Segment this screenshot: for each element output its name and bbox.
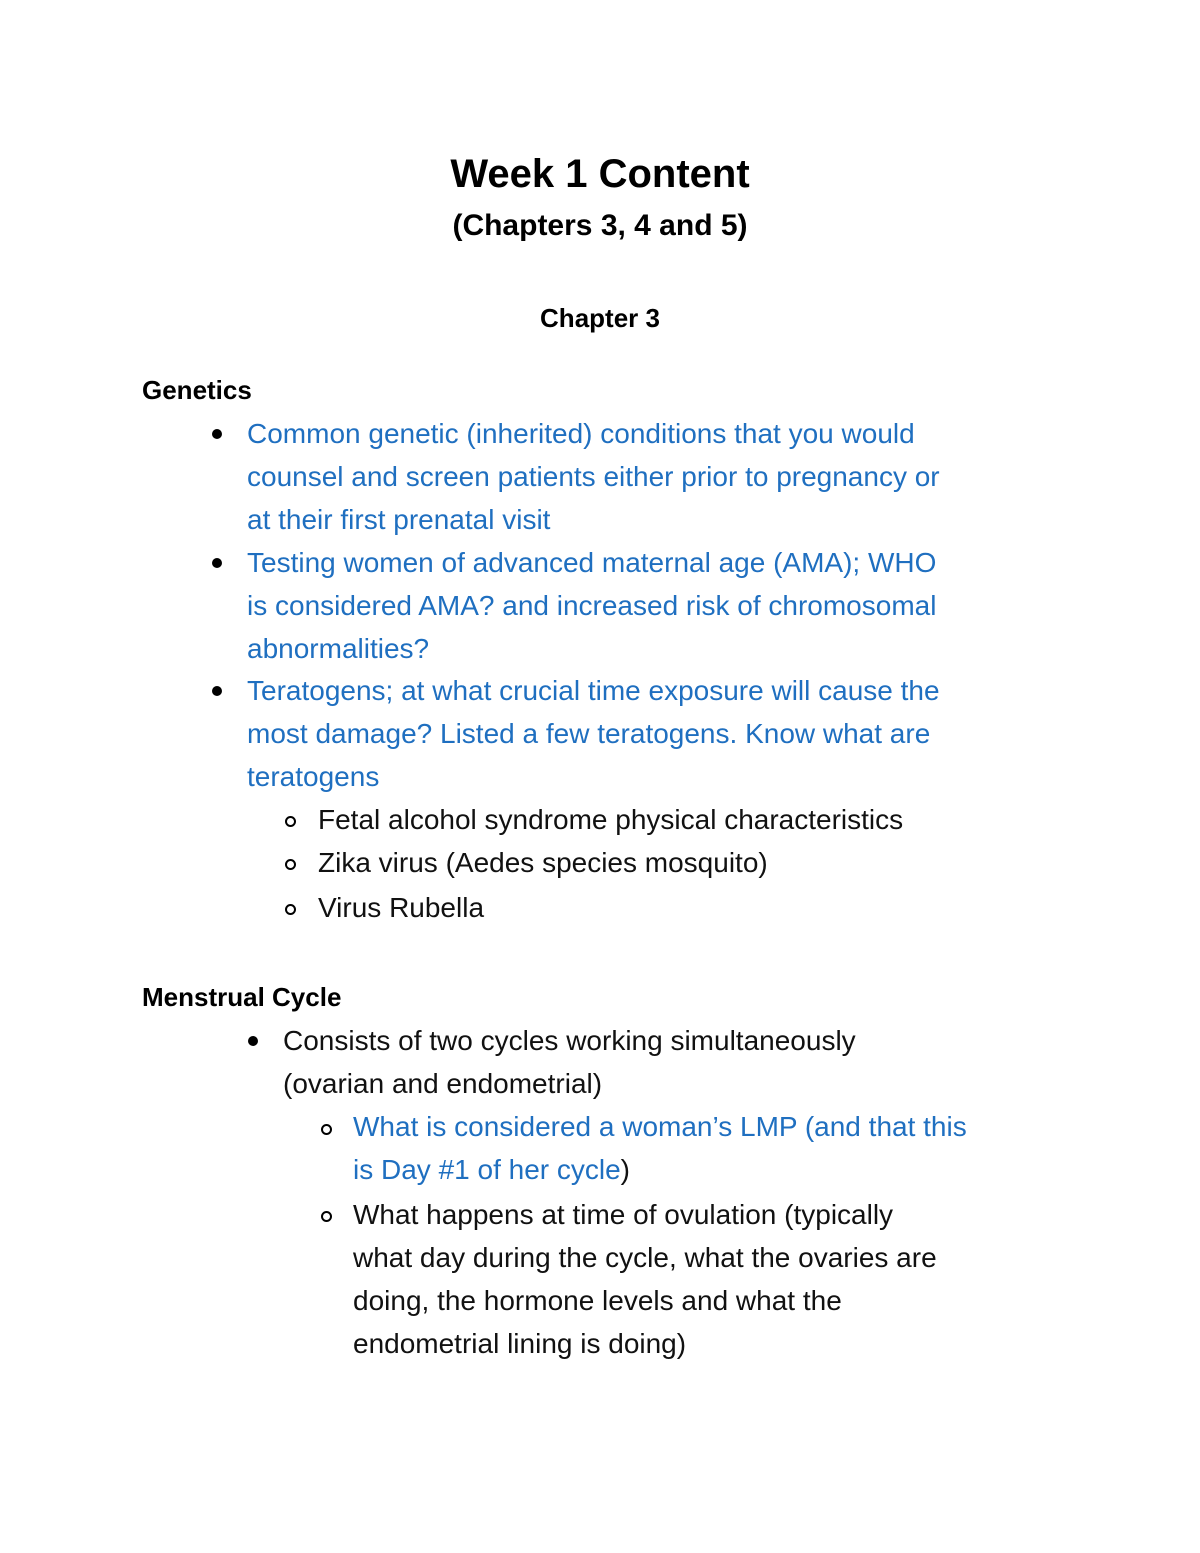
sub-bullet-icon [285, 816, 296, 827]
bullet-icon [212, 686, 222, 696]
document-title: Week 1 Content [450, 152, 750, 196]
list-item-line: teratogens [247, 761, 380, 792]
list-item-line: Consists of two cycles working simultaneously [283, 1025, 856, 1056]
list-item-line: is considered AMA? and increased risk of chromosomal [247, 590, 937, 621]
sub-list-item-line: What is considered a woman’s LMP (and that this [353, 1111, 967, 1142]
document-subtitle: (Chapters 3, 4 and 5) [452, 209, 748, 242]
sub-list-item-ovulation [353, 1193, 1083, 1365]
sub-list-item-line: is Day #1 of her cycle [353, 1154, 621, 1185]
sub-bullet-icon [321, 1124, 332, 1135]
sub-list-item [318, 886, 1078, 929]
sub-list-item-line: doing, the hormone levels and what the [353, 1285, 842, 1316]
list-item-ama-testing [247, 541, 1067, 670]
sub-bullet-icon [321, 1211, 332, 1222]
sub-list-item-text: Virus Rubella [318, 892, 485, 923]
menstrual-cycle-heading: Menstrual Cycle [142, 982, 342, 1012]
bullet-icon [248, 1036, 258, 1046]
sub-list-item-line: what day during the cycle, what the ovaries are [353, 1242, 937, 1273]
closing-paren: ) [620, 1154, 630, 1185]
sub-list-item-line: What happens at time of ovulation (typically [353, 1199, 894, 1230]
list-item-line: at their first prenatal visit [247, 504, 551, 535]
sub-bullet-icon [285, 859, 296, 870]
bullet-icon [212, 429, 222, 439]
list-item-line: counsel and screen patients either prior to pregnancy or [247, 461, 940, 492]
sub-list-item [318, 841, 1078, 884]
bullet-icon [212, 558, 222, 568]
sub-list-item-text: Fetal alcohol syndrome physical characteristics [318, 804, 904, 835]
sub-bullet-icon [285, 904, 296, 915]
list-item-line: most damage? Listed a few teratogens. Know what are [247, 718, 931, 749]
sub-list-item [318, 798, 1078, 841]
list-item-teratogens [247, 669, 1067, 798]
list-item-line: Teratogens; at what crucial time exposure will cause the [247, 675, 940, 706]
sub-list-item-text: Zika virus (Aedes species mosquito) [318, 847, 768, 878]
list-item-line: Common genetic (inherited) conditions that you would [247, 418, 915, 449]
list-item-genetic-conditions [247, 412, 1067, 541]
list-item-two-cycles [283, 1019, 1083, 1105]
list-item-line: (ovarian and endometrial) [283, 1068, 603, 1099]
chapter-heading: Chapter 3 [540, 303, 660, 333]
genetics-heading: Genetics [142, 375, 252, 405]
sub-list-item-line: endometrial lining is doing) [353, 1328, 687, 1359]
list-item-line: Testing women of advanced maternal age (AMA); WHO [247, 547, 937, 578]
sub-list-item-lmp [353, 1105, 1083, 1191]
list-item-line: abnormalities? [247, 633, 430, 664]
